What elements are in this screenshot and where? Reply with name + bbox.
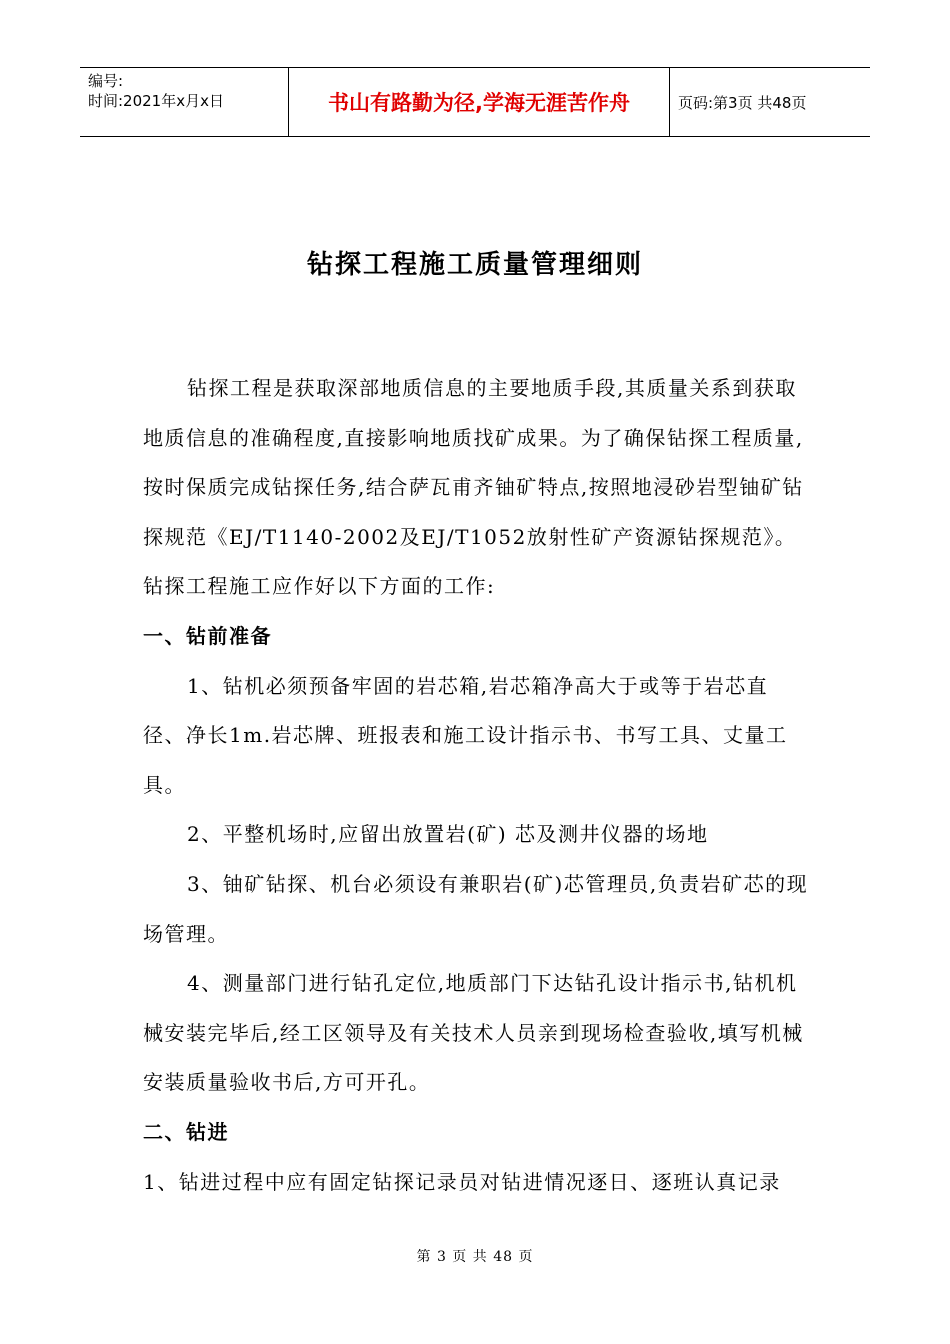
drilling-item-1: 1、钻进过程中应有固定钻探记录员对钻进情况逐日、逐班认真记录 bbox=[143, 1169, 781, 1194]
header-motto: 书山有路勤为径,学海无涯苦作舟 bbox=[289, 68, 670, 137]
page-footer: 第 3 页 共 48 页 bbox=[416, 1249, 534, 1265]
header-page-info: 页码:第3页 共48页 bbox=[670, 68, 871, 137]
preparation-item-4: 4、测量部门进行钻孔定位,地质部门下达钻孔设计指示书,钻机机械安装完毕后,经工区领导及有关技术人员亲到现场检查验收,填写机械安装质量验收书后,方可开孔。 bbox=[143, 971, 804, 1095]
header-meta bbox=[80, 68, 289, 137]
intro-paragraph: 钻探工程是获取深部地质信息的主要地质手段,其质量关系到获取地质信息的准确程度,直接影响地质找矿成果。为了确保钻探工程质量,按时保质完成钻探任务,结合萨瓦甫齐铀矿特点,按照地浸砂岩型铀矿钻探规范《EJ/T1140-2002及EJ/T1052放射性矿产资源钻探规范》。钻探工程施工应作好以下方面的工作: bbox=[143, 376, 804, 599]
preparation-item-1: 1、钻机必须预备牢固的岩芯箱,岩芯箱净高大于或等于岩芯直径、净长1m.岩芯牌、班报表和施工设计指示书、书写工具、丈量工具。 bbox=[143, 673, 788, 797]
section-heading-preparation: 一、钻前准备 bbox=[143, 623, 272, 648]
document-date: 时间:2021年x月x日 bbox=[88, 92, 224, 110]
page-header bbox=[80, 67, 870, 137]
document-body bbox=[143, 364, 811, 1207]
section-heading-drilling: 二、钻进 bbox=[143, 1119, 229, 1144]
preparation-item-3: 3、铀矿钻探、机台必须设有兼职岩(矿)芯管理员,负责岩矿芯的现场管理。 bbox=[143, 871, 809, 946]
document-title: 钻探工程施工质量管理细则 bbox=[306, 250, 643, 280]
preparation-item-2: 2、平整机场时,应留出放置岩(矿) 芯及测井仪器的场地 bbox=[187, 822, 709, 847]
document-number-label: 编号: bbox=[88, 72, 124, 90]
